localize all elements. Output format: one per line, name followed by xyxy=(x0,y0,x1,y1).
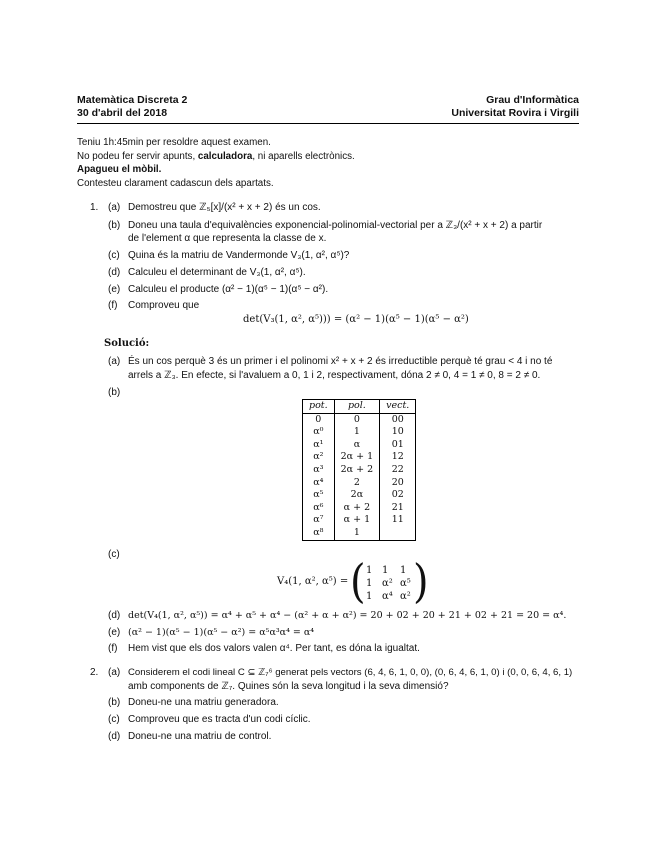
table-cell: 0 xyxy=(334,413,380,426)
table-cell: 01 xyxy=(380,439,416,452)
instructions xyxy=(77,136,355,190)
matrix-entry: 1 xyxy=(382,565,389,576)
table-cell: 00 xyxy=(380,413,416,426)
table-cell: 1 xyxy=(334,527,380,540)
item-label: (c) xyxy=(108,549,120,560)
matrix-entry: α² xyxy=(400,591,411,602)
matrix-entry: 1 xyxy=(366,565,373,576)
table-cell: 11 xyxy=(380,514,416,527)
q2-b-text: Doneu-ne una matriu generadora. xyxy=(128,697,279,708)
item-label: (e) xyxy=(108,284,121,295)
table-cell: α⁵ xyxy=(303,489,335,502)
table-cell: α⁴ xyxy=(303,477,335,490)
q2-a-text-1: Considerem el codi lineal C ⊆ ℤ₇⁶ generat pels vectors (6, 4, 6, 1, 0, 0), (0, 6, 4, 6, 1, 0) i (0, 0, 6, 4, 6, 1) xyxy=(128,667,573,678)
table-header-row xyxy=(303,400,416,414)
item-label: (b) xyxy=(108,697,121,708)
table-row xyxy=(303,477,416,490)
table-cell: α⁶ xyxy=(303,502,335,515)
q1-f-equation: det(V₃(1, α², α⁵))) = (α² − 1)(α⁵ − 1)(α⁵ − α²) xyxy=(243,314,469,325)
university-name: Universitat Rovira i Virgili xyxy=(451,107,579,119)
col-header: vect. xyxy=(380,400,416,414)
item-label: (f) xyxy=(108,643,118,654)
instruction-phone: Apagueu el mòbil. xyxy=(77,164,162,175)
q1-c-text: Quina és la matriu de Vandermonde V₃(1, α², α⁵)? xyxy=(128,250,350,261)
exam-date: 30 d'abril del 2018 xyxy=(77,107,168,119)
table-row xyxy=(303,514,416,527)
table-cell: 21 xyxy=(380,502,416,515)
table-cell: α + 1 xyxy=(334,514,380,527)
q2-a-text-2: amb components de ℤ₇. Quines són la seva longitud i la seva dimensió? xyxy=(128,681,449,692)
item-label: (a) xyxy=(108,202,121,213)
table-cell: 10 xyxy=(380,426,416,439)
matrix-entry: 1 xyxy=(366,578,373,589)
degree-name: Grau d'Informàtica xyxy=(486,94,579,106)
table-row xyxy=(303,439,416,452)
table-cell: α + 2 xyxy=(334,502,380,515)
table-cell: 2α xyxy=(334,489,380,502)
q1-e-text: Calculeu el producte (α² − 1)(α⁵ − 1)(α⁵ − α²). xyxy=(128,284,329,295)
course-title: Matemàtica Discreta 2 xyxy=(77,94,188,106)
solution-title: Solució: xyxy=(104,338,150,349)
table-row xyxy=(303,489,416,502)
col-header: pol. xyxy=(334,400,380,414)
q1-b-text-1: Doneu una taula d'equivalències exponencial-polinomial-vectorial per a ℤ₃/(x² + x + 2) a partir xyxy=(128,220,543,231)
matrix-entry: 1 xyxy=(400,565,407,576)
q1-b-text-2: de l'element α que representa la classe de x. xyxy=(128,233,327,244)
table-cell: 20 xyxy=(380,477,416,490)
instruction-answer: Contesteu clarament cadascun dels apartats. xyxy=(77,177,274,189)
instruction-materials: No podeu fer servir apunts, calculadora, ni aparells electrònics. xyxy=(77,150,355,162)
q1-f-text: Comproveu que xyxy=(128,300,200,311)
question-number: 2. xyxy=(90,667,99,678)
table-cell: 2 xyxy=(334,477,380,490)
matrix-right-paren: ) xyxy=(413,555,429,609)
q1-d-text: Calculeu el determinant de V₃(1, α², α⁵). xyxy=(128,267,306,278)
table-cell: α⁸ xyxy=(303,527,335,540)
matrix-entry: α⁴ xyxy=(382,591,393,602)
matrix-entry: α⁵ xyxy=(400,578,411,589)
item-label: (d) xyxy=(108,610,121,621)
table-row xyxy=(303,527,416,540)
item-label: (f) xyxy=(108,300,118,311)
q2-c-text: Comproveu que es tracta d'un codi cíclic. xyxy=(128,714,311,725)
table-cell: α⁰ xyxy=(303,426,335,439)
q2-d-text: Doneu-ne una matriu de control. xyxy=(128,731,272,742)
matrix-left-paren: ( xyxy=(350,555,366,609)
item-label: (c) xyxy=(108,250,120,261)
matrix-entry: α² xyxy=(382,578,393,589)
table-row xyxy=(303,413,416,426)
table-cell xyxy=(380,527,416,540)
equivalence-table-grid xyxy=(302,399,416,541)
sol-a-text-2: arrels a ℤ₃. En efecte, si l'avaluem a 0, 1 i 2, respectivament, dóna 2 ≠ 0, 4 = 1 ≠ 0, 8 = 2 ≠ 0. xyxy=(128,370,541,381)
item-label: (d) xyxy=(108,267,121,278)
sol-a-text-1: És un cos perquè 3 és un primer i el polinomi x² + x + 2 és irreductible perquè té grau < 4 i no té xyxy=(128,356,553,367)
table-cell: 02 xyxy=(380,489,416,502)
item-label: (e) xyxy=(108,627,121,638)
table-row xyxy=(303,502,416,515)
sol-f-text: Hem vist que els dos valors valen α⁴. Per tant, es dóna la igualtat. xyxy=(128,643,420,654)
item-label: (a) xyxy=(108,356,121,367)
table-cell: 2α + 2 xyxy=(334,464,380,477)
sol-e-text: (α² − 1)(α⁵ − 1)(α⁵ − α²) = α⁵α³α⁴ = α⁴ xyxy=(128,627,315,638)
item-label: (a) xyxy=(108,667,121,678)
instruction-time: Teniu 1h:45min per resoldre aquest examen. xyxy=(77,137,271,148)
table-cell: α³ xyxy=(303,464,335,477)
col-header: pot. xyxy=(303,400,335,414)
question-number: 1. xyxy=(90,202,99,213)
table-cell: α¹ xyxy=(303,439,335,452)
item-label: (c) xyxy=(108,714,120,725)
table-cell: 1 xyxy=(334,426,380,439)
q1-a-text: Demostreu que ℤ₅[x]/(x² + x + 2) és un cos. xyxy=(128,202,321,213)
vandermonde-lhs: V₄(1, α², α⁵) = xyxy=(277,576,349,587)
table-cell: α² xyxy=(303,451,335,464)
table-row xyxy=(303,451,416,464)
header-rule xyxy=(77,123,579,124)
matrix-entry: 1 xyxy=(366,591,373,602)
table-cell: 0 xyxy=(303,413,335,426)
table-cell: α xyxy=(334,439,380,452)
table-cell: 2α + 1 xyxy=(334,451,380,464)
table-row xyxy=(303,426,416,439)
item-label: (d) xyxy=(108,731,121,742)
item-label: (b) xyxy=(108,220,121,231)
sol-d-text: det(V₄(1, α², α⁵)) = α⁴ + α⁵ + α⁴ − (α² + α + α²) = 20 + 02 + 20 + 21 + 02 + 21 = 20 = α⁴. xyxy=(128,610,567,621)
equivalence-table xyxy=(302,399,416,541)
table-cell: 12 xyxy=(380,451,416,464)
table-row xyxy=(303,464,416,477)
table-cell: 22 xyxy=(380,464,416,477)
item-label: (b) xyxy=(108,387,121,398)
table-cell: α⁷ xyxy=(303,514,335,527)
